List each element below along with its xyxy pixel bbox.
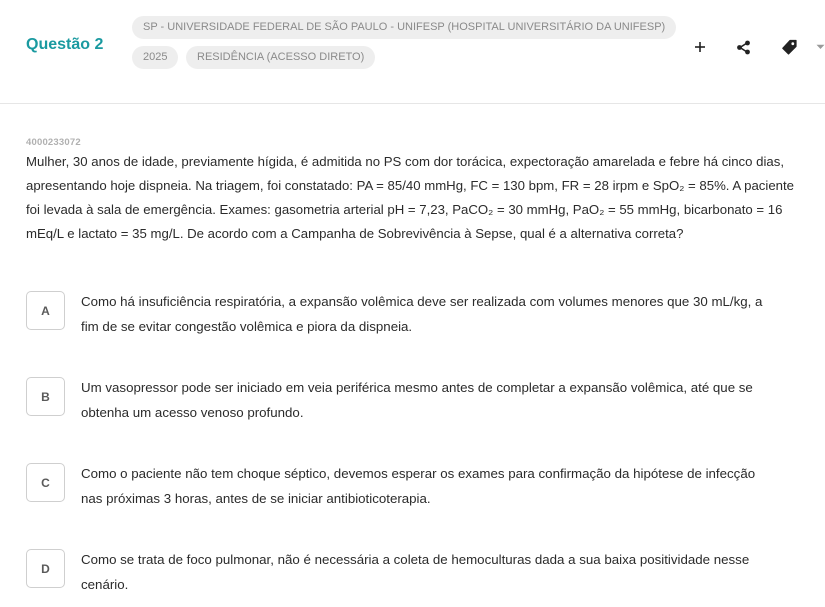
option-text[interactable]: Como se trata de foco pulmonar, não é necessária a coleta de hemoculturas dada a sua baixa positividade nesse cenário. — [81, 552, 750, 592]
option-text[interactable]: Como o paciente não tem choque séptico, devemos esperar os exames para confirmação da hipótese de infecção nas próximas 3 horas, antes de se iniciar antibioticoterapia. — [81, 466, 756, 506]
plus-icon — [694, 41, 706, 53]
exam-type-tag[interactable]: RESIDÊNCIA (ACESSO DIRETO) — [186, 46, 375, 69]
tag-icon — [781, 39, 798, 56]
share-button[interactable] — [732, 36, 754, 58]
add-button[interactable] — [689, 36, 711, 58]
option-text[interactable]: Um vasopressor pode ser iniciado em veia periférica mesmo antes de completar a expansão volêmica, até que se obtenha um acesso venoso profundo. — [81, 380, 753, 420]
share-icon — [736, 40, 751, 55]
question-header — [0, 0, 825, 104]
option-letter-box[interactable]: C — [26, 463, 65, 502]
question-id: 4000233072 — [26, 137, 81, 148]
option-letter-box[interactable]: A — [26, 291, 65, 330]
tag-button[interactable] — [778, 36, 800, 58]
year-tag[interactable]: 2025 — [132, 46, 178, 69]
option-letter-box[interactable]: D — [26, 549, 65, 588]
chevron-down-icon — [816, 44, 825, 50]
tag-dropdown-button[interactable] — [813, 36, 825, 58]
question-title: Questão 2 — [26, 36, 104, 53]
question-stem: Mulher, 30 anos de idade, previamente hígida, é admitida no PS com dor torácica, expectoração amarelada e febre há cinco dias, apresentando hoje dispneia. Na triagem, foi constatado: PA = 85/40 mmHg, FC = 130 bpm, FR = 28 irpm e SpO₂ = 85%. A paciente foi levada à sala de emergência. Exames: gasometria arterial pH = 7,23, PaCO₂ = 30 mmHg, PaO₂ = 55 mmHg, bicarbonato = 16 mEq/L e lactato = 35 mg/L. De acordo com a Campanha de Sobrevivência à Sepse, qual é a alternativa correta? — [26, 154, 794, 241]
institution-tag[interactable]: SP - UNIVERSIDADE FEDERAL DE SÃO PAULO - UNIFESP (HOSPITAL UNIVERSITÁRIO DA UNIFESP) — [132, 16, 676, 39]
option-text[interactable]: Como há insuficiência respiratória, a expansão volêmica deve ser realizada com volumes menores que 30 mL/kg, a fim de se evitar congestão volêmica e piora da dispneia. — [81, 294, 763, 334]
option-letter-box[interactable]: B — [26, 377, 65, 416]
